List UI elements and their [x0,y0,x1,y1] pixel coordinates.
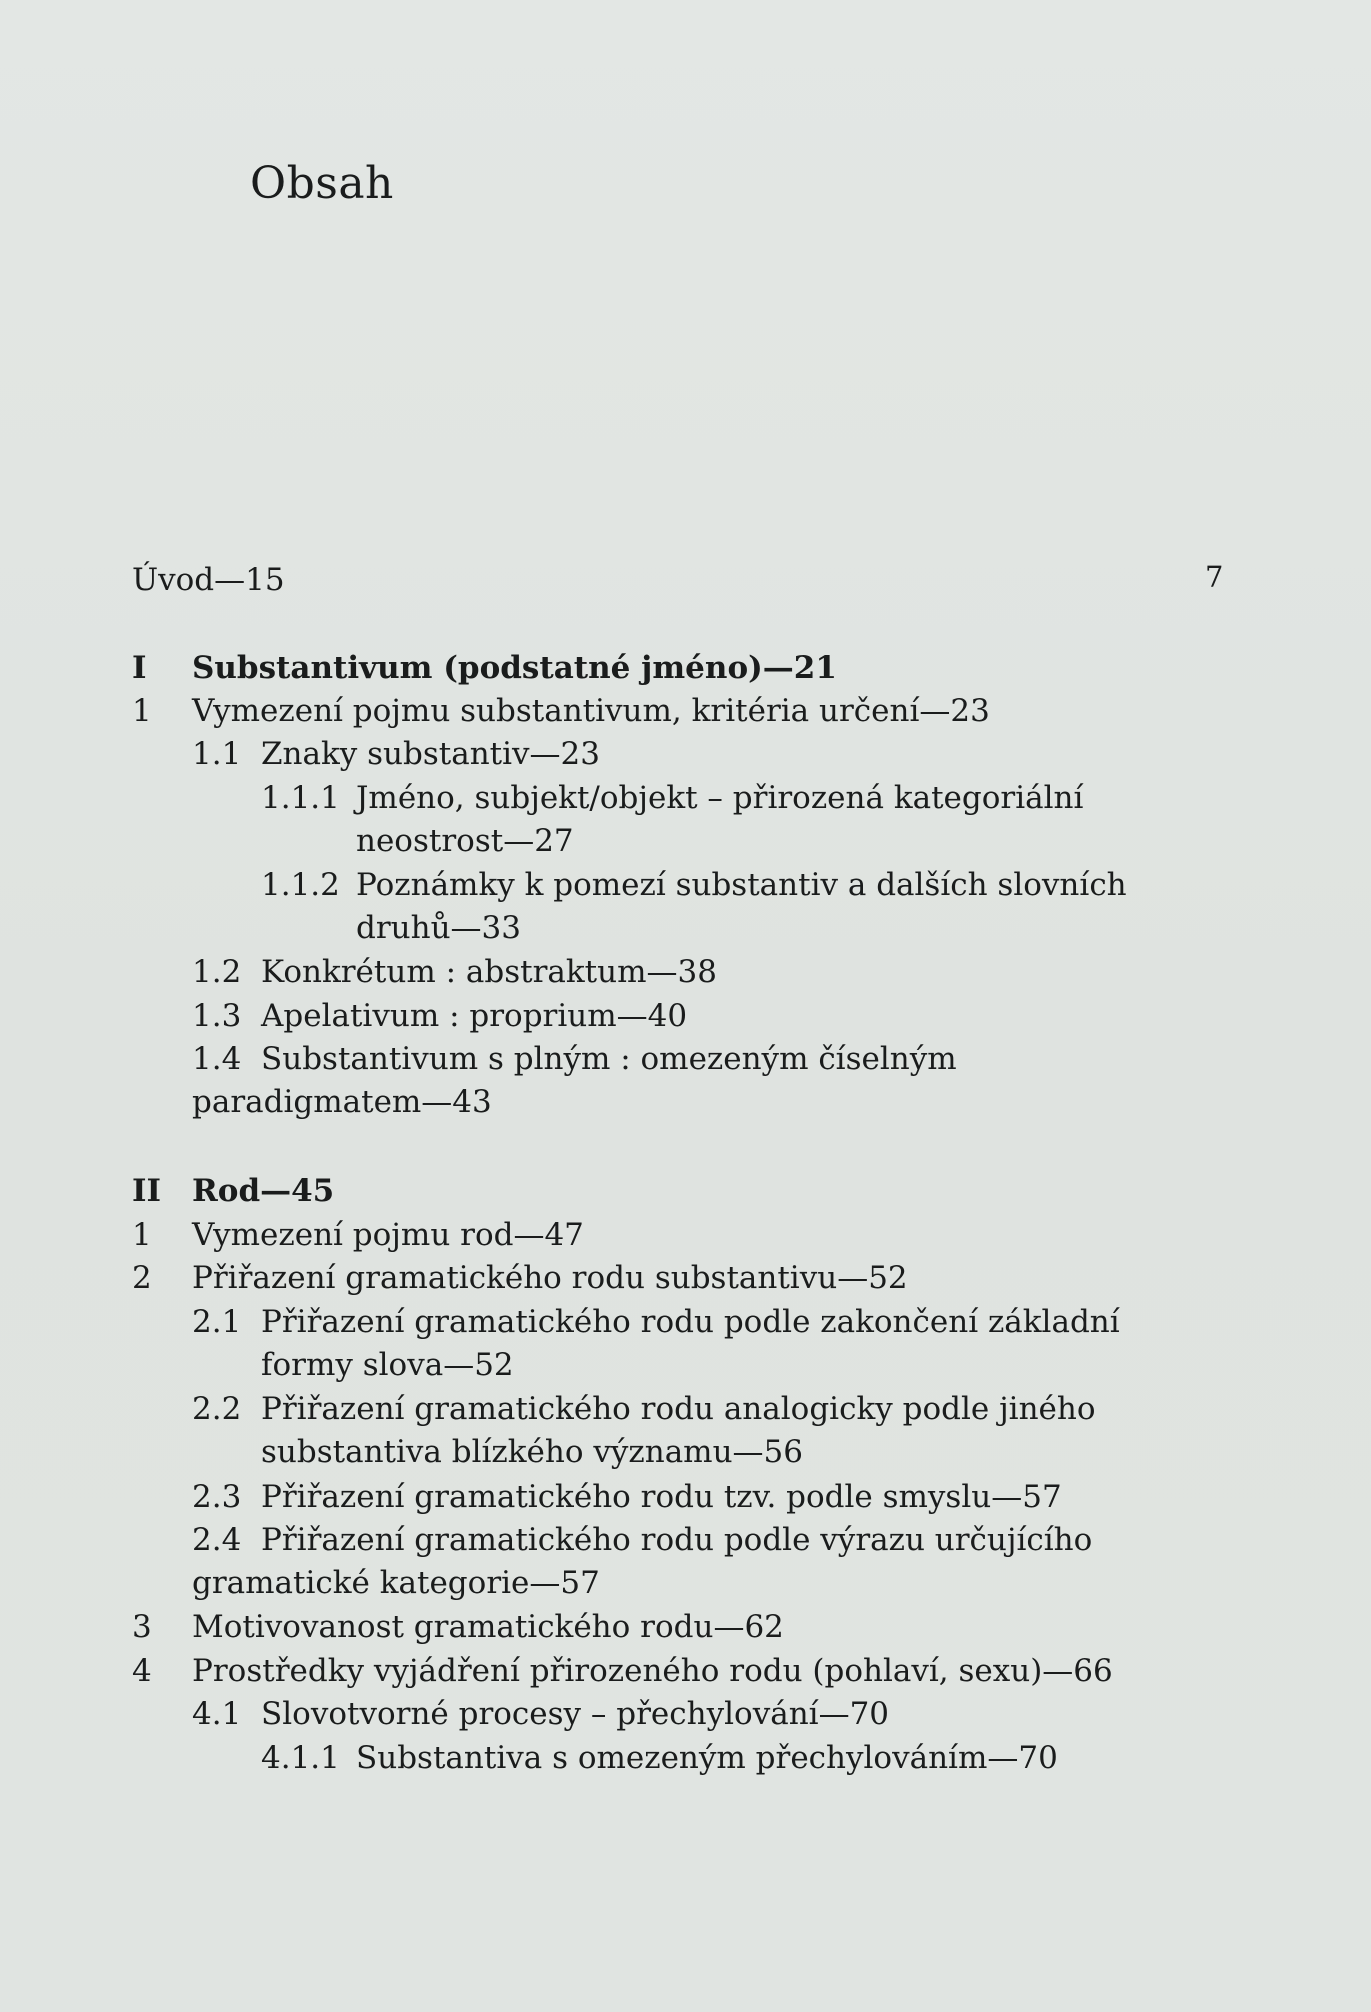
toc-entry-text: Konkrétum : abstraktum—38 [261,954,717,990]
toc-entry-text: Přiřazení gramatického rodu podle výrazu určujícího [261,1522,1093,1558]
toc-entry-text: Slovotvorné procesy – přechylování—70 [261,1696,890,1732]
toc-entry-text: Znaky substantiv—23 [261,736,601,772]
toc-entry-text: Přiřazení gramatického rodu tzv. podle smyslu—57 [261,1479,1062,1515]
toc-entry-number: 2.1 [192,1304,242,1340]
toc-entry-number: 1.4 [192,1041,242,1077]
toc-entry-number: 2.3 [192,1479,242,1515]
toc-entry-text-continued: paradigmatem—43 [192,1084,492,1120]
toc-entry-text: Přiřazení gramatického rodu analogicky podle jiného [261,1391,1096,1427]
page-title: Obsah [250,158,394,209]
toc-entry-text: Přiřazení gramatického rodu substantivu—52 [192,1260,908,1296]
toc-entry-number: 4.1 [192,1696,242,1732]
toc-entry-number: 2.4 [192,1522,242,1558]
toc-entry-number: 1 [132,1217,152,1253]
toc-entry-text: Přiřazení gramatického rodu podle zakončení základní [261,1304,1120,1340]
toc-entry-number: 4 [132,1653,152,1689]
toc-entry-text-continued: gramatické kategorie—57 [192,1565,600,1601]
toc-entry-number: 1.3 [192,998,242,1034]
toc-entry-text: Prostředky vyjádření přirozeného rodu (pohlaví, sexu)—66 [192,1653,1113,1689]
toc-entry-text: Substantivum s plným : omezeným číselným [261,1041,957,1077]
toc-entry-text: Substantiva s omezeným přechylováním—70 [356,1740,1058,1776]
toc-entry-number: 1.1.1 [261,780,340,816]
toc-entry-number: 1.1.2 [261,867,340,903]
toc-entry-text: Jméno, subjekt/objekt – přirozená kategoriální [356,780,1084,816]
toc-entry-text: Vymezení pojmu rod—47 [192,1217,584,1253]
toc-part-title: Substantivum (podstatné jméno)—21 [192,650,837,686]
toc-entry-number: 3 [132,1609,152,1645]
toc-entry-number: 1.1 [192,736,242,772]
toc-entry-text-continued: formy slova—52 [261,1347,514,1383]
toc-entry-number: 1.2 [192,954,242,990]
toc-entry-text: Vymezení pojmu substantivum, kritéria určení—23 [192,693,990,729]
toc-entry-number: 2 [132,1260,152,1296]
toc-entry-text-continued: substantiva blízkého významu—56 [261,1434,803,1470]
toc-entry-text: Úvod—15 [132,562,285,598]
toc-part-number: II [132,1173,162,1209]
toc-entry-number: 4.1.1 [261,1740,340,1776]
toc-entry-text: Apelativum : proprium—40 [261,998,688,1034]
toc-entry-text: Motivovanost gramatického rodu—62 [192,1609,784,1645]
page-number: 7 [1205,560,1224,594]
toc-entry-number: 1 [132,693,152,729]
toc-entry-text: Poznámky k pomezí substantiv a dalších slovních [356,867,1127,903]
toc-part-number: I [132,650,147,686]
toc-entry-text-continued: druhů—33 [356,910,522,946]
toc-entry-number: 2.2 [192,1391,242,1427]
toc-entry-text-continued: neostrost—27 [356,823,574,859]
toc-part-title: Rod—45 [192,1173,335,1209]
